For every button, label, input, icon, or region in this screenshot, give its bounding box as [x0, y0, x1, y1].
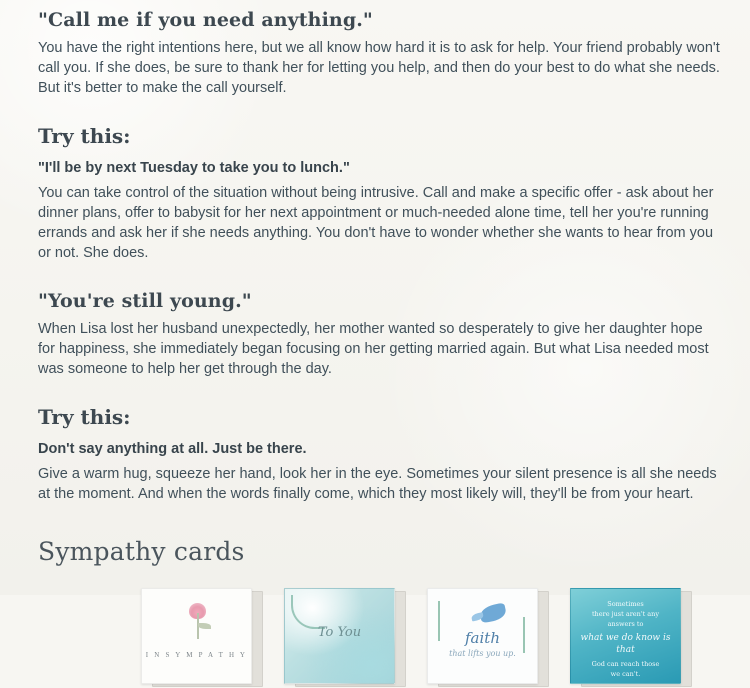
card-verse-text	[580, 599, 671, 679]
card-subtext-faith: that lifts you up.	[449, 649, 516, 658]
body-paragraph-4: Give a warm hug, squeeze her hand, look her in the eye. Sometimes your silent presence is all she needs at the moment. And when the words finally come, which they most likely will, they'll be from your heart.	[38, 466, 717, 502]
verse-line-mid: there just aren't any answers to	[591, 610, 660, 628]
card-label-1: I N S Y M P A T H Y	[145, 651, 248, 659]
foliage-icon	[291, 595, 325, 629]
sub-quote-1: "I'll be by next Tuesday to take you to lunch."	[38, 160, 350, 176]
card-front-faith[interactable]	[427, 588, 538, 684]
card-thumbnail-3[interactable]	[427, 588, 549, 688]
card-thumbnail-4[interactable]	[570, 588, 692, 688]
card-word-faith: faith	[465, 629, 500, 647]
verse-line-top: Sometimes	[607, 600, 644, 608]
sympathy-cards-title: Sympathy cards	[38, 537, 245, 566]
leaf-icon	[198, 623, 211, 629]
section-divider-1	[38, 263, 720, 281]
sub-quote-2: Don't say anything at all. Just be there.	[38, 441, 307, 457]
verse-line-bottom: God can reach those	[591, 660, 660, 668]
body-paragraph-2: You can take control of the situation without being intrusive. Call and make a specific offer - ask about her dinner plans, offer to babysit for her next appointment or much-needed alone time, tell her you're running errands and ask her if she needs anything. You don't have to wonder whether she wants to hear from you or not. She does.	[38, 185, 714, 261]
card-thumbnail-2[interactable]	[284, 588, 406, 688]
card-front-teal-verse[interactable]	[570, 588, 681, 684]
try-this-heading-2: Try this:	[38, 405, 131, 429]
dove-icon	[479, 602, 508, 623]
quote-heading-1: "Call me if you need anything."	[38, 9, 373, 31]
body-paragraph-3: When Lisa lost her husband unexpectedly, her mother wanted so desperately to give her daughter hope for happiness, she immediately began focusing on her getting married again. But what Lisa needed most was someone to help her get through the day.	[38, 321, 709, 377]
card-front-to-you-and-yours[interactable]	[284, 588, 395, 684]
sympathy-cards-row	[38, 588, 720, 688]
try-this-heading-1: Try this:	[38, 124, 131, 148]
verse-line-big: what we do know is that	[580, 633, 671, 655]
card-script-line-1: To You	[317, 625, 362, 640]
body-paragraph-1: You have the right intentions here, but we all know how hard it is to ask for help. Your friend probably won't call you. If she does, be sure to thank her for letting you help, and then do your best to do what she needs. But it's better to make the call yourself.	[38, 40, 720, 96]
card-front-sympathy-flower[interactable]	[141, 588, 252, 684]
quote-heading-2: "You're still young."	[38, 290, 252, 312]
verse-line-end: we can't.	[610, 670, 641, 678]
card-thumbnail-1[interactable]	[141, 588, 263, 688]
